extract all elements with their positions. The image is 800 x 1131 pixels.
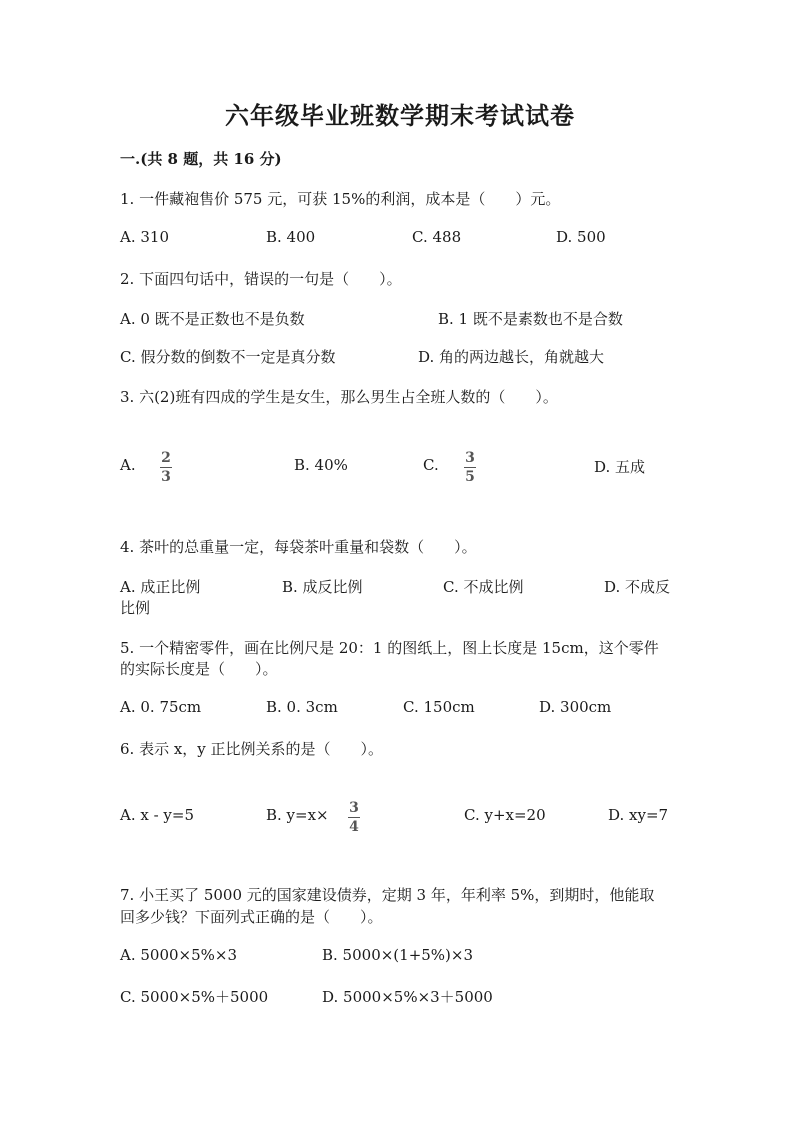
section-header: 一.(共 8 题，共 16 分) <box>120 150 282 168</box>
question-4-stem: 4. 茶叶的总重量一定，每袋茶叶重量和袋数（ ）。 <box>120 538 477 556</box>
question-5-option-b: B. 0. 3cm <box>266 698 338 716</box>
question-6-option-c: C. y+x=20 <box>464 806 546 824</box>
question-3-option-c: C. <box>423 456 439 474</box>
question-3-fraction-a <box>160 450 172 485</box>
page-title: 六年级毕业班数学期末考试试卷 <box>225 101 575 130</box>
question-5-stem: 5. 一个精密零件，画在比例尺是 20：1 的图纸上，图上长度是 15cm，这个零件 <box>120 639 659 657</box>
question-7-stem: 7. 小王买了 5000 元的国家建设债券，定期 3 年，年利率 5%，到期时，他能取 <box>120 886 655 904</box>
question-2-option-c: C. 假分数的倒数不一定是真分数 <box>120 348 336 366</box>
question-3-option-a: A. <box>120 456 136 474</box>
question-1-option-b: B. 400 <box>266 228 316 246</box>
question-6-option-d: D. xy=7 <box>608 806 669 824</box>
fraction-denominator: 5 <box>465 469 475 485</box>
fraction-bar <box>160 467 172 468</box>
question-7-option-d: D. 5000×5%×3＋5000 <box>322 988 493 1006</box>
question-1-option-d: D. 500 <box>556 228 606 246</box>
question-2-option-d: D. 角的两边越长，角就越大 <box>418 348 605 366</box>
question-1-option-a: A. 310 <box>120 228 169 246</box>
fraction-bar <box>464 467 476 468</box>
fraction-denominator: 4 <box>349 819 359 835</box>
question-5-option-d: D. 300cm <box>539 698 612 716</box>
question-3-option-b: B. 40% <box>294 456 348 474</box>
question-7-option-a: A. 5000×5%×3 <box>120 946 238 964</box>
fraction-bar <box>348 817 360 818</box>
question-4-option-b: B. 成反比例 <box>282 578 363 596</box>
question-4-option-d-continued: 比例 <box>120 599 151 617</box>
question-1-stem: 1. 一件藏袍售价 575 元，可获 15%的利润，成本是（ ）元。 <box>120 190 561 208</box>
fraction-denominator: 3 <box>161 469 171 485</box>
question-3-fraction-c <box>464 450 476 485</box>
fraction-numerator: 2 <box>161 450 171 466</box>
question-5-option-c: C. 150cm <box>403 698 475 716</box>
question-2-option-b: B. 1 既不是素数也不是合数 <box>438 310 623 328</box>
question-7-stem-continued: 回多少钱？下面列式正确的是（ ）。 <box>120 908 383 926</box>
question-5-option-a: A. 0. 75cm <box>120 698 202 716</box>
question-7-option-c: C. 5000×5%＋5000 <box>120 988 269 1006</box>
question-4-option-d: D. 不成反 <box>604 578 671 596</box>
question-6-option-b: B. y=x× <box>266 806 329 824</box>
fraction-numerator: 3 <box>465 450 475 466</box>
question-3-stem: 3. 六(2)班有四成的学生是女生，那么男生占全班人数的（ ）。 <box>120 388 558 406</box>
question-4-option-c: C. 不成比例 <box>443 578 524 596</box>
question-5-stem-continued: 的实际长度是（ ）。 <box>120 660 278 678</box>
question-3-option-d: D. 五成 <box>594 458 646 476</box>
question-6-fraction-b <box>348 800 360 835</box>
question-2-option-a: A. 0 既不是正数也不是负数 <box>120 310 305 328</box>
question-6-stem: 6. 表示 x，y 正比例关系的是（ ）。 <box>120 740 384 758</box>
question-1-option-c: C. 488 <box>412 228 462 246</box>
question-4-option-a: A. 成正比例 <box>120 578 201 596</box>
question-2-stem: 2. 下面四句话中，错误的一句是（ ）。 <box>120 270 402 288</box>
question-7-option-b: B. 5000×(1+5%)×3 <box>322 946 474 964</box>
fraction-numerator: 3 <box>349 800 359 816</box>
question-6-option-a: A. x - y=5 <box>120 806 195 824</box>
